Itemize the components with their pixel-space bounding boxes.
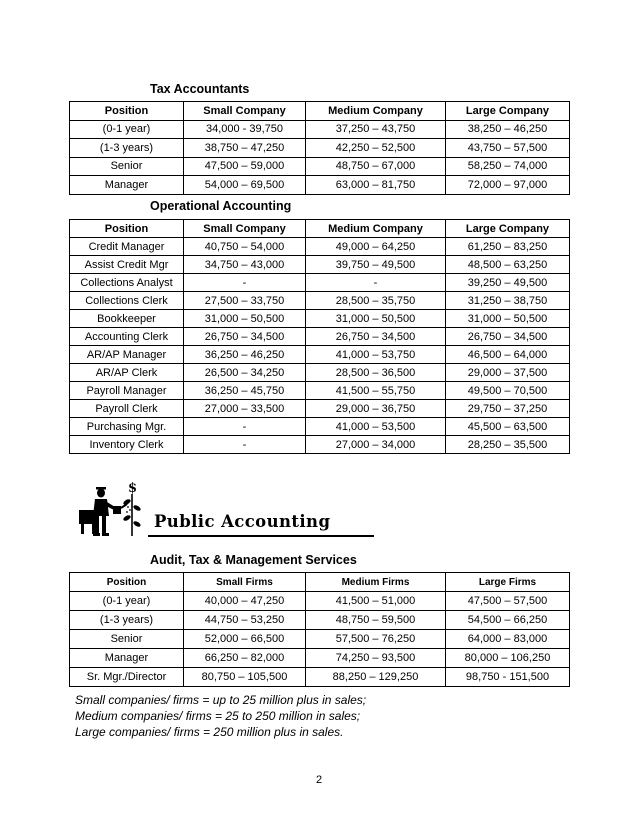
- table-header-row: [70, 220, 570, 238]
- salary-range-cell: -: [184, 418, 306, 436]
- salary-range-cell: 61,250 – 83,250: [446, 238, 570, 256]
- salary-range-cell: 54,000 – 69,500: [184, 176, 306, 195]
- salary-range-cell: 48,500 – 63,250: [446, 256, 570, 274]
- table-row: [70, 668, 570, 687]
- heading-underline: [148, 535, 374, 537]
- operational-accounting-title: Operational Accounting: [150, 199, 292, 213]
- position-cell: Inventory Clerk: [70, 436, 184, 454]
- position-cell: Collections Analyst: [70, 274, 184, 292]
- salary-range-cell: 43,750 – 57,500: [446, 139, 570, 158]
- position-cell: Accounting Clerk: [70, 328, 184, 346]
- salary-range-cell: 36,250 – 45,750: [184, 382, 306, 400]
- column-header: Medium Company: [306, 220, 446, 238]
- salary-range-cell: 29,000 – 37,500: [446, 364, 570, 382]
- table-row: [70, 382, 570, 400]
- salary-range-cell: 47,500 – 59,000: [184, 157, 306, 176]
- note-small: Small companies/ firms = up to 25 million plus in sales;: [75, 693, 367, 707]
- table-row: [70, 120, 570, 139]
- salary-range-cell: 72,000 – 97,000: [446, 176, 570, 195]
- position-cell: Payroll Clerk: [70, 400, 184, 418]
- salary-range-cell: 39,250 – 49,500: [446, 274, 570, 292]
- column-header: Medium Company: [306, 102, 446, 121]
- table-row: [70, 176, 570, 195]
- audit-tax-management-subtitle: Audit, Tax & Management Services: [150, 553, 357, 567]
- note-large: Large companies/ firms = 250 million plus in sales.: [75, 725, 344, 739]
- salary-range-cell: 31,250 – 38,750: [446, 292, 570, 310]
- salary-range-cell: -: [306, 274, 446, 292]
- position-cell: (1-3 years): [70, 611, 184, 630]
- table-header-row: [70, 102, 570, 121]
- salary-range-cell: 38,750 – 47,250: [184, 139, 306, 158]
- salary-range-cell: 41,500 – 51,000: [306, 592, 446, 611]
- column-header: Large Firms: [446, 573, 570, 592]
- salary-range-cell: 80,750 – 105,500: [184, 668, 306, 687]
- column-header: Position: [70, 220, 184, 238]
- column-header: Small Company: [184, 220, 306, 238]
- salary-range-cell: -: [184, 274, 306, 292]
- position-cell: Bookkeeper: [70, 310, 184, 328]
- salary-range-cell: 26,750 – 34,500: [306, 328, 446, 346]
- salary-range-cell: 27,000 – 34,000: [306, 436, 446, 454]
- salary-range-cell: 36,250 – 46,250: [184, 346, 306, 364]
- table-row: [70, 292, 570, 310]
- salary-range-cell: 41,500 – 55,750: [306, 382, 446, 400]
- salary-range-cell: 27,000 – 33,500: [184, 400, 306, 418]
- table-row: [70, 649, 570, 668]
- table-row: [70, 256, 570, 274]
- salary-range-cell: 29,000 – 36,750: [306, 400, 446, 418]
- salary-range-cell: 39,750 – 49,500: [306, 256, 446, 274]
- page-number: 2: [315, 774, 323, 786]
- table-row: [70, 364, 570, 382]
- table-row: [70, 592, 570, 611]
- position-cell: Manager: [70, 649, 184, 668]
- table-row: [70, 310, 570, 328]
- operational-accounting-table: [69, 219, 570, 454]
- tax-accountants-title: Tax Accountants: [150, 82, 250, 96]
- table-row: [70, 630, 570, 649]
- position-cell: Senior: [70, 630, 184, 649]
- salary-range-cell: 26,750 – 34,500: [184, 328, 306, 346]
- table-row: [70, 611, 570, 630]
- position-cell: Collections Clerk: [70, 292, 184, 310]
- salary-range-cell: 58,250 – 74,000: [446, 157, 570, 176]
- salary-range-cell: 37,250 – 43,750: [306, 120, 446, 139]
- public-accounting-heading: Public Accounting: [154, 512, 331, 531]
- column-header: Medium Firms: [306, 573, 446, 592]
- salary-range-cell: 31,000 – 50,500: [306, 310, 446, 328]
- column-header: Small Firms: [184, 573, 306, 592]
- company-size-notes: [75, 692, 366, 740]
- table-row: [70, 328, 570, 346]
- salary-range-cell: 34,750 – 43,000: [184, 256, 306, 274]
- salary-range-cell: 27,500 – 33,750: [184, 292, 306, 310]
- salary-range-cell: 26,500 – 34,250: [184, 364, 306, 382]
- column-header: Large Company: [446, 220, 570, 238]
- column-header: Small Company: [184, 102, 306, 121]
- salary-range-cell: 46,500 – 64,000: [446, 346, 570, 364]
- salary-range-cell: 45,500 – 63,500: [446, 418, 570, 436]
- salary-range-cell: 38,250 – 46,250: [446, 120, 570, 139]
- table-row: [70, 346, 570, 364]
- position-cell: Sr. Mgr./Director: [70, 668, 184, 687]
- position-cell: Credit Manager: [70, 238, 184, 256]
- salary-range-cell: 88,250 – 129,250: [306, 668, 446, 687]
- salary-range-cell: 49,500 – 70,500: [446, 382, 570, 400]
- tax-accountants-table: [69, 101, 570, 195]
- position-cell: Manager: [70, 176, 184, 195]
- public-accounting-table: [69, 572, 570, 687]
- salary-range-cell: 74,250 – 93,500: [306, 649, 446, 668]
- table-row: [70, 418, 570, 436]
- salary-range-cell: 34,000 - 39,750: [184, 120, 306, 139]
- table-row: [70, 139, 570, 158]
- column-header: Large Company: [446, 102, 570, 121]
- salary-range-cell: 80,000 – 106,250: [446, 649, 570, 668]
- note-medium: Medium companies/ firms = 25 to 250 million in sales;: [75, 709, 361, 723]
- position-cell: Senior: [70, 157, 184, 176]
- column-header: Position: [70, 573, 184, 592]
- dollar-sign-icon: $: [128, 481, 138, 496]
- salary-range-cell: 48,750 – 59,500: [306, 611, 446, 630]
- salary-range-cell: 44,750 – 53,250: [184, 611, 306, 630]
- salary-range-cell: 28,500 – 36,500: [306, 364, 446, 382]
- salary-range-cell: 28,250 – 35,500: [446, 436, 570, 454]
- position-cell: (1-3 years): [70, 139, 184, 158]
- salary-range-cell: 40,750 – 54,000: [184, 238, 306, 256]
- salary-range-cell: 41,000 – 53,750: [306, 346, 446, 364]
- position-cell: Purchasing Mgr.: [70, 418, 184, 436]
- table-row: [70, 157, 570, 176]
- position-cell: AR/AP Clerk: [70, 364, 184, 382]
- table-header-row: [70, 573, 570, 592]
- salary-range-cell: 47,500 – 57,500: [446, 592, 570, 611]
- salary-range-cell: 57,500 – 76,250: [306, 630, 446, 649]
- salary-range-cell: -: [184, 436, 306, 454]
- table-row: [70, 274, 570, 292]
- table-row: [70, 400, 570, 418]
- salary-range-cell: 64,000 – 83,000: [446, 630, 570, 649]
- salary-range-cell: 31,000 – 50,500: [184, 310, 306, 328]
- salary-range-cell: 31,000 – 50,500: [446, 310, 570, 328]
- salary-range-cell: 98,750 - 151,500: [446, 668, 570, 687]
- position-cell: Payroll Manager: [70, 382, 184, 400]
- salary-range-cell: 29,750 – 37,250: [446, 400, 570, 418]
- table-row: [70, 238, 570, 256]
- position-cell: AR/AP Manager: [70, 346, 184, 364]
- accountant-watering-money-plant-icon: [77, 480, 143, 538]
- salary-range-cell: 41,000 – 53,500: [306, 418, 446, 436]
- salary-range-cell: 63,000 – 81,750: [306, 176, 446, 195]
- table-row: [70, 436, 570, 454]
- salary-range-cell: 54,500 – 66,250: [446, 611, 570, 630]
- position-cell: (0-1 year): [70, 120, 184, 139]
- salary-range-cell: 40,000 – 47,250: [184, 592, 306, 611]
- salary-range-cell: 49,000 – 64,250: [306, 238, 446, 256]
- salary-range-cell: 42,250 – 52,500: [306, 139, 446, 158]
- salary-range-cell: 52,000 – 66,500: [184, 630, 306, 649]
- salary-range-cell: 48,750 – 67,000: [306, 157, 446, 176]
- salary-range-cell: 28,500 – 35,750: [306, 292, 446, 310]
- column-header: Position: [70, 102, 184, 121]
- position-cell: (0-1 year): [70, 592, 184, 611]
- salary-range-cell: 66,250 – 82,000: [184, 649, 306, 668]
- salary-range-cell: 26,750 – 34,500: [446, 328, 570, 346]
- position-cell: Assist Credit Mgr: [70, 256, 184, 274]
